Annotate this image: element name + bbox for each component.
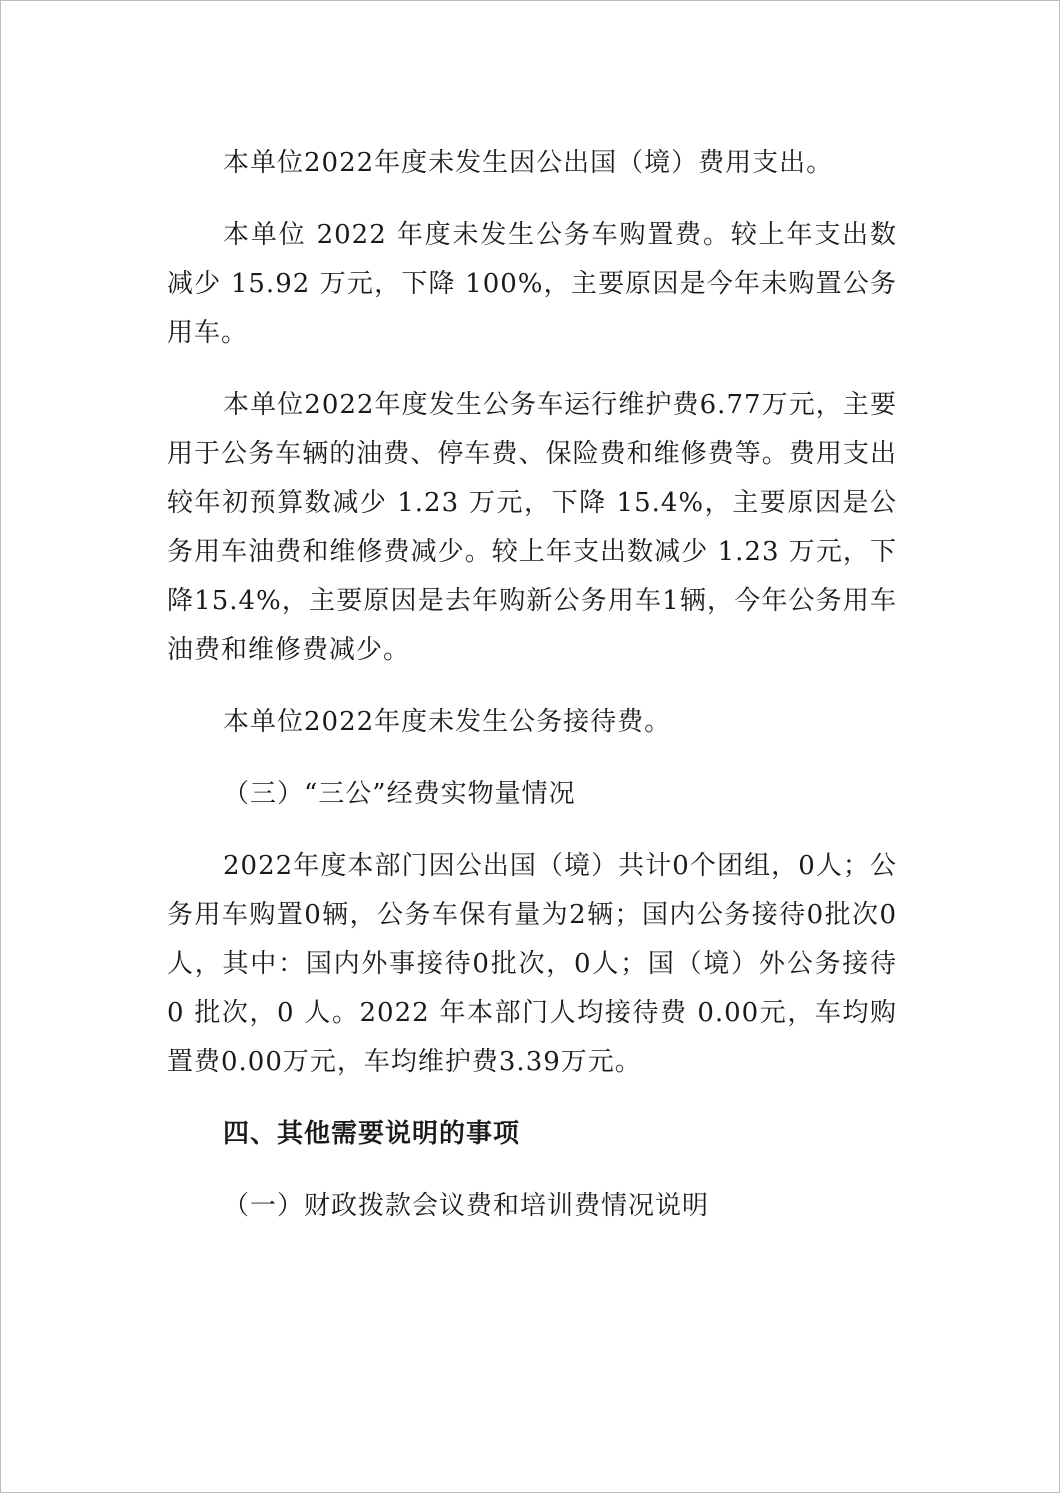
paragraph-quantity-details: 2022年度本部门因公出国（境）共计0个团组，0人；公务用车购置0辆，公务车保有量为2辆；国内公务接待0批次0人，其中：国内外事接待0批次，0人；国（境）外公务接待 0 批次，0 人。2022 年本部门人均接待费 0.00元，车均购置费0.00万元，车均维护费3.39万元。 xyxy=(167,851,897,1077)
paragraph-overseas-travel: 本单位2022年度未发生因公出国（境）费用支出。 xyxy=(223,148,834,178)
subheading-three-public-quantity: （三）“三公”经费实物量情况 xyxy=(223,779,576,809)
paragraph-reception: 本单位2022年度未发生公务接待费。 xyxy=(223,707,672,737)
paragraph-vehicle-purchase: 本单位 2022 年度未发生公务车购置费。较上年支出数减少 15.92 万元，下降 100%，主要原因是今年未购置公务用车。 xyxy=(167,220,897,348)
paragraph-vehicle-maintenance: 本单位2022年度发生公务车运行维护费6.77万元，主要用于公务车辆的油费、停车费、保险费和维修费等。费用支出较年初预算数减少 1.23 万元，下降 15.4%，主要原因是公务用车油费和维修费减少。较上年支出数减少 1.23 万元，下降15.4%，主要原因是去年购新公务用车1辆，今年公务用车油费和维修费减少。 xyxy=(167,390,897,665)
section-four-heading: 四、其他需要说明的事项 xyxy=(223,1119,521,1149)
document-body xyxy=(167,139,897,1231)
subheading-one-meeting-training: （一）财政拨款会议费和培训费情况说明 xyxy=(223,1191,710,1221)
